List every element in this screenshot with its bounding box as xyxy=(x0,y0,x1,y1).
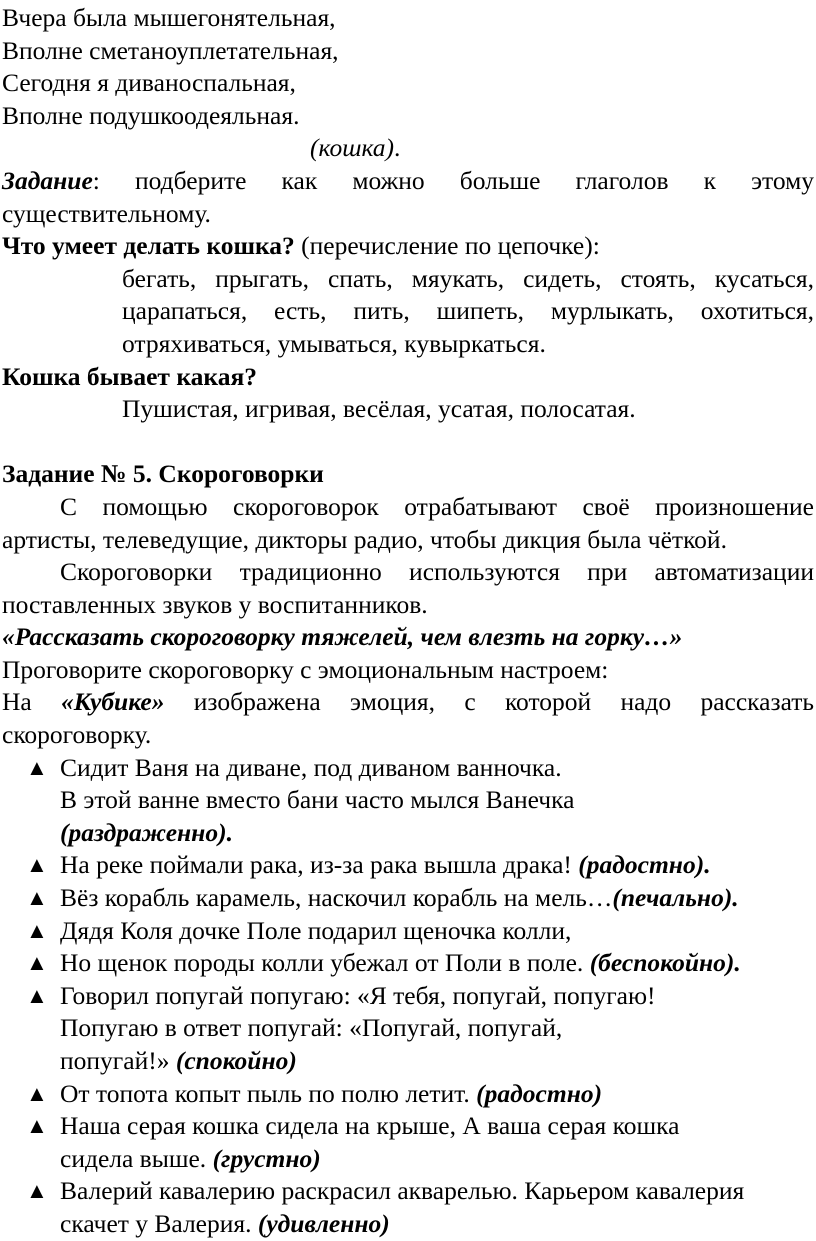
twister-emotion: (радостно). xyxy=(578,850,711,880)
game-title: «Рассказать скороговорку тяжелей, чем влезть на горку…» xyxy=(2,622,683,652)
blank-line xyxy=(2,426,814,459)
cube-line-2: скороговорку. xyxy=(2,720,152,750)
task-paragraph xyxy=(2,165,814,230)
list-item xyxy=(2,980,814,1078)
poem-answer-word: (кошка) xyxy=(310,133,394,163)
twister-text: Вёз корабль карамель, наскочил корабль на мель… xyxy=(60,883,613,913)
twister-line: сидела выше. xyxy=(60,1143,213,1173)
verbs-line: отряхиваться, умываться, кувыркаться. xyxy=(122,328,546,358)
task5-para1-line2: артисты, телеведущие, дикторы радио, чтобы дикция была чёткой. xyxy=(2,524,727,554)
instruction: Проговорите скороговорку с эмоциональным настроем: xyxy=(2,654,609,684)
adjectives-question: Кошка бывает какая? xyxy=(2,361,257,391)
verbs-section xyxy=(2,230,814,360)
task-text: : подберите как можно больше глаголов к этому xyxy=(92,165,814,195)
triangle-bullet-icon: ▲ xyxy=(26,754,48,780)
twister-line: Сидит Ваня на диване, под диваном ванночка. xyxy=(60,752,562,782)
triangle-bullet-icon: ▲ xyxy=(26,950,48,976)
twister-emotion: (спокойно) xyxy=(175,1046,297,1075)
list-item xyxy=(2,915,814,948)
verbs-question: Что умеет делать кошка? xyxy=(2,231,295,261)
verbs-note: (перечисление по цепочке): xyxy=(294,231,600,261)
twister-line: скачет у Валерия. xyxy=(60,1208,258,1238)
cube-prefix: На xyxy=(2,687,62,717)
adjectives-section xyxy=(2,361,814,426)
task5-section xyxy=(2,458,814,751)
twister-line: попугай!» xyxy=(60,1046,176,1075)
triangle-bullet-icon: ▲ xyxy=(26,1113,48,1139)
triangle-bullet-icon: ▲ xyxy=(26,917,48,943)
list-item xyxy=(2,1078,814,1111)
task-label: Задание xyxy=(2,165,93,195)
twister-text: На реке поймали рака, из-за рака вышла драка! xyxy=(60,850,579,880)
poem-line: Сегодня я диваноспальная, xyxy=(2,68,296,98)
cube-rest: изображена эмоция, с которой надо рассказать xyxy=(164,687,814,717)
triangle-bullet-icon: ▲ xyxy=(26,1080,48,1106)
twister-line: Наша серая кошка сидела на крыше, А ваша серая кошка xyxy=(60,1111,680,1141)
verbs-line: бегать, прыгать, спать, мяукать, сидеть, стоять, кусаться, xyxy=(122,263,814,293)
twister-line: Попугаю в ответ попугай: «Попугай, попугай, xyxy=(60,1013,563,1043)
twister-line: Говорил попугай попугаю: «Я тебя, попугай, попугаю! xyxy=(60,980,656,1010)
poem-line: Вполне сметаноуплетательная, xyxy=(2,35,339,65)
twister-emotion: (раздраженно). xyxy=(60,817,233,847)
list-item xyxy=(2,1110,814,1175)
poem-answer xyxy=(2,132,814,165)
list-item xyxy=(2,849,814,882)
twister-text: От топота копыт пыль по полю летит. xyxy=(60,1078,477,1108)
task-line-1 xyxy=(2,165,814,198)
adjectives-answer: Пушистая, игривая, весёлая, усатая, полосатая. xyxy=(122,394,636,424)
poem xyxy=(2,2,814,165)
task5-para1-line1: С помощью скороговорок отрабатывают своё произношение xyxy=(60,491,814,521)
twister-emotion: (печально). xyxy=(612,883,739,913)
list-item xyxy=(2,947,814,980)
twister-emotion: (радостно) xyxy=(476,1078,603,1108)
document-page xyxy=(2,2,814,1241)
cube-line-1 xyxy=(2,686,814,719)
triangle-bullet-icon: ▲ xyxy=(26,885,48,911)
task5-para2-line1: Скороговорки традиционно используются при автоматизации xyxy=(60,557,814,587)
verbs-question-line xyxy=(2,230,814,263)
triangle-bullet-icon: ▲ xyxy=(26,982,48,1008)
poem-answer-dot: . xyxy=(393,133,401,163)
poem-line: Вчера была мышегонятельная, xyxy=(2,3,336,32)
triangle-bullet-icon: ▲ xyxy=(26,852,48,878)
list-item xyxy=(2,1175,814,1240)
verbs-line: царапаться, есть, пить, шипеть, мурлыкать, охотиться, xyxy=(122,296,814,326)
task5-para2-line2: поставленных звуков у воспитанников. xyxy=(2,589,428,619)
twister-emotion: (беспокойно). xyxy=(589,948,741,978)
twister-list xyxy=(2,752,814,1241)
twister-text: Дядя Коля дочке Поле подарил щеночка колли, xyxy=(60,915,572,945)
twister-line: Валерий кавалерию раскрасил акварелью. Карьером кавалерия xyxy=(60,1176,745,1206)
task5-heading: Задание № 5. Скороговорки xyxy=(2,459,324,489)
list-item xyxy=(2,882,814,915)
twister-emotion: (грустно) xyxy=(212,1143,321,1173)
twister-line: В этой ванне вместо бани часто мылся Ванечка xyxy=(60,785,575,815)
twister-emotion: (удивленно) xyxy=(257,1208,390,1238)
twister-text: Но щенок породы колли убежал от Поли в поле. xyxy=(60,948,590,978)
list-item xyxy=(2,752,814,850)
task-line-2: существительному. xyxy=(2,198,211,228)
poem-line: Вполне подушкоодеяльная. xyxy=(2,100,300,130)
cube-word: «Кубике» xyxy=(61,687,165,717)
triangle-bullet-icon: ▲ xyxy=(26,1178,48,1204)
